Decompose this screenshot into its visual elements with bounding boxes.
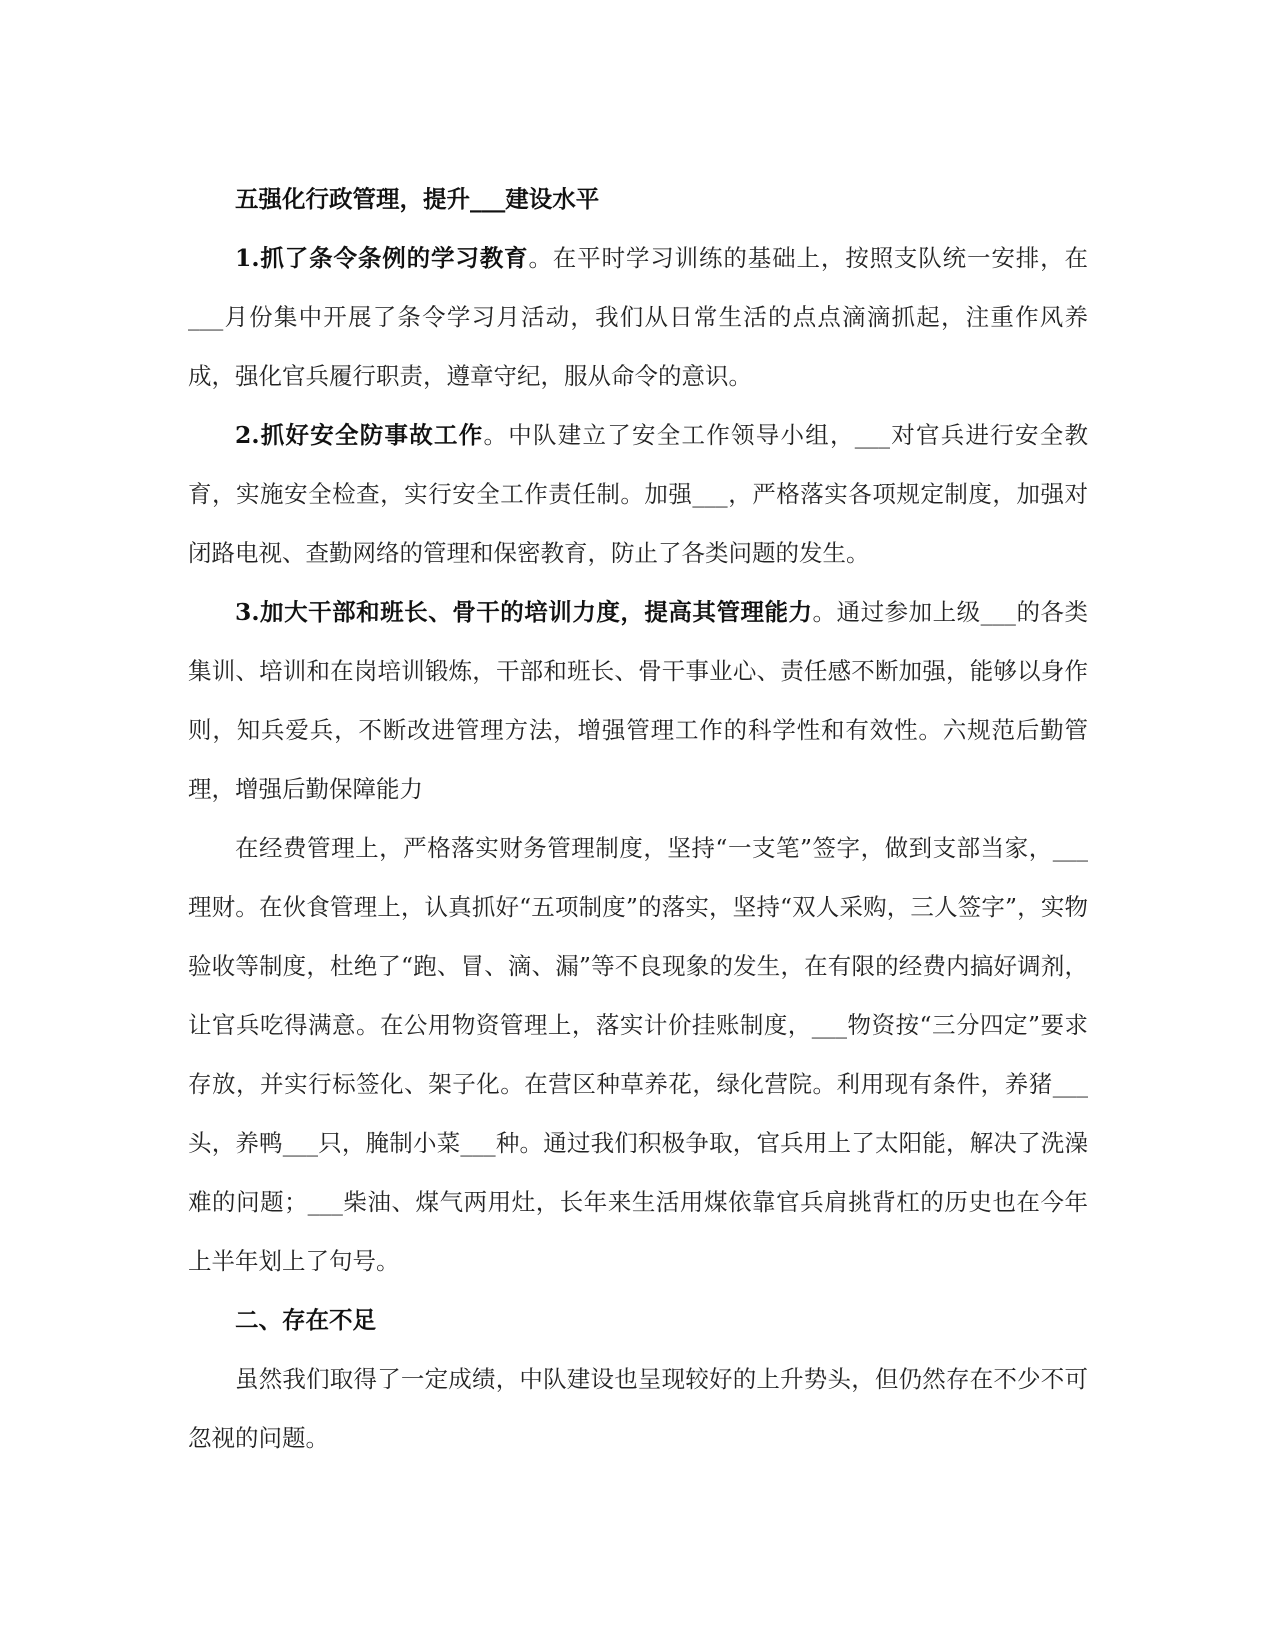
paragraph-shortcomings: 虽然我们取得了一定成绩，中队建设也呈现较好的上升势头，但仍然存在不少不可忽视的问题。 (188, 1365, 1088, 1452)
paragraph-training (188, 583, 1088, 819)
section-heading-admin: 五强化行政管理，提升___建设水平 (235, 185, 600, 213)
paragraph-regulations (188, 229, 1088, 406)
paragraph-logistics: 在经费管理上，严格落实财务管理制度，坚持“一支笔”签字，做到支部当家，___理财。在伙食管理上，认真抓好“五项制度”的落实，坚持“双人采购，三人签字”，实物验收等制度，杜绝了“跑、冒、滴、漏”等不良现象的发生，在有限的经费内搞好调剂，让官兵吃得满意。在公用物资管理上，落实计价挂账制度，___物资按“三分四定”要求存放，并实行标签化、架子化。在营区种草养花，绿化营院。利用现有条件，养猪___头，养鸭___只，腌制小菜___种。通过我们积极争取，官兵用上了太阳能，解决了洗澡难的问题；___柴油、煤气两用灶，长年来生活用煤依靠官兵肩挑背杠的历史也在今年上半年划上了句号。 (188, 834, 1088, 1275)
section-heading-shortcomings: 二、存在不足 (235, 1306, 376, 1334)
paragraph-safety (188, 406, 1088, 583)
paragraph-training-lead: 3.加大干部和班长、骨干的培训力度，提高其管理能力 (235, 598, 813, 626)
paragraph-regulations-body: 。在平时学习训练的基础上，按照支队统一安排，在___月份集中开展了条令学习月活动，我们从日常生活的点点滴滴抓起，注重作风养成，强化官兵履行职责，遵章守纪，服从命令的意识。 (188, 244, 1088, 390)
document-body (188, 170, 1088, 1468)
paragraph-regulations-lead: 1.抓了条令条例的学习教育 (235, 244, 529, 272)
paragraph-safety-body: 。中队建立了安全工作领导小组，___对官兵进行安全教育，实施安全检查，实行安全工作责任制。加强___，严格落实各项规定制度，加强对闭路电视、查勤网络的管理和保密教育，防止了各类问题的发生。 (188, 421, 1088, 567)
paragraph-safety-lead: 2.抓好安全防事故工作 (235, 421, 484, 449)
paragraph-training-body: 。通过参加上级___的各类集训、培训和在岗培训锻炼，干部和班长、骨干事业心、责任感不断加强，能够以身作则，知兵爱兵，不断改进管理方法，增强管理工作的科学性和有效性。六规范后勤管理，增强后勤保障能力 (188, 598, 1088, 803)
